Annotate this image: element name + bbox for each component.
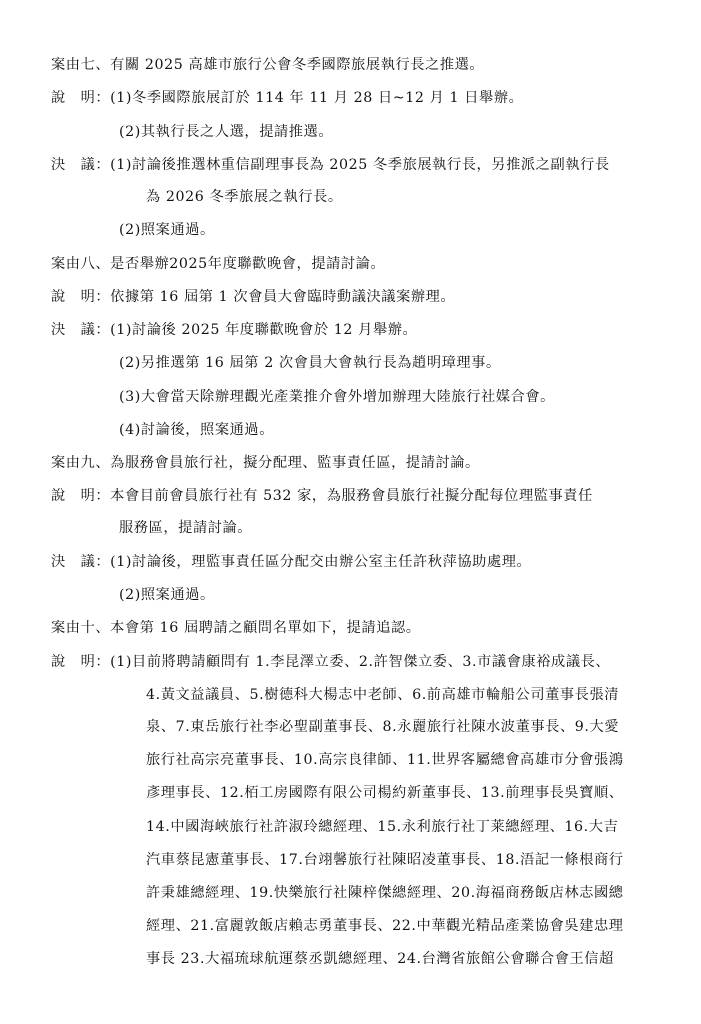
case-10-advisor-list: 旅行社高宗亮董事長、10.高宗良律師、11.世界客屬總會高雄市分會張鴻 [146,752,624,768]
case-10-advisor-list: 14.中國海峽旅行社許淑玲總經理、15.永利旅行社丁莱總經理、16.大吉 [146,819,619,835]
case-10-advisor-list: 汽車蔡昆憲董事長、17.台翊馨旅行社陳昭凌董事長、18.浯記一條根商行 [146,852,624,868]
case-8-resolution-4: (4)討論後，照案通過。 [119,422,274,438]
case-8-resolution-1: 決 議：(1)討論後 2025 年度聯歡晚會於 12 月舉辦。 [51,322,418,338]
case-10-advisor-list: 泉、7.東岳旅行社李必聖副董事長、8.永麗旅行社陳水波董事長、9.大愛 [146,719,620,735]
case-10-advisor-list: 4.黃文益議員、5.樹德科大楊志中老師、6.前高雄市輪船公司董事長張清 [146,687,620,703]
case-7-resolution-1: 決 議：(1)討論後推選林重信副理事長為 2025 冬季旅展執行長，另推派之副執行長 [51,157,610,173]
case-7-resolution-1-cont: 為 2026 冬季旅展之執行長。 [146,189,343,205]
case-10-advisor-list: 彥理事長、12.栢工房國際有限公司楊約新董事長、13.前理事長吳寶順、 [146,785,624,801]
case-9-resolution-1: 決 議：(1)討論後，理監事責任區分配交由辦公室主任許秋萍協助處理。 [51,554,532,570]
case-8-resolution-3: (3)大會當天除辦理觀光產業推介會外增加辦理大陸旅行社媒合會。 [119,389,555,405]
case-8-resolution-2: (2)另推選第 16 屆第 2 次會員大會執行長為趙明璋理事。 [119,355,501,371]
case-7-resolution-2: (2)照案通過。 [119,222,215,238]
case-10-advisor-list: 事長 23.大福琉球航運蔡丞凱總經理、24.台灣省旅館公會聯合會王信超 [146,951,614,967]
case-9-resolution-2: (2)照案通過。 [119,587,215,603]
case-7-explanation-2: (2)其執行長之人選，提請推選。 [119,124,334,140]
case-10-advisor-list: 許秉雄總經理、19.快樂旅行社陳梓傑總經理、20.海福商務飯店林志國總 [146,885,624,901]
case-9-explanation: 說 明：本會目前會員旅行社有 532 家，為服務會員旅行社擬分配每位理監事責任 [51,488,593,504]
case-9-explanation-cont: 服務區，提請討論。 [119,520,253,536]
case-8-title: 案由八、是否舉辦2025年度聯歡晚會，提請討論。 [51,256,386,272]
case-8-explanation: 說 明：依據第 16 屆第 1 次會員大會臨時動議決議案辦理。 [51,289,456,305]
case-7-explanation-1: 說 明：(1)冬季國際旅展訂於 114 年 11 月 28 日~12 月 1 日舉辦。 [51,90,524,106]
case-10-advisor-list: 經理、21.富麗敦飯店賴志勇董事長、22.中華觀光精品產業協會吳建忠理 [146,918,624,934]
case-9-title: 案由九、為服務會員旅行社，擬分配理、監事責任區，提請討論。 [51,455,480,471]
case-10-explanation-1: 說 明：(1)目前將聘請顧問有 1.李昆澤立委、2.許智傑立委、3.市議會康裕成議長、 [51,654,611,670]
case-7-title: 案由七、有關 2025 高雄市旅行公會冬季國際旅展執行長之推選。 [51,57,485,73]
case-10-title: 案由十、本會第 16 屆聘請之顧問名單如下，提請追認。 [51,620,421,636]
